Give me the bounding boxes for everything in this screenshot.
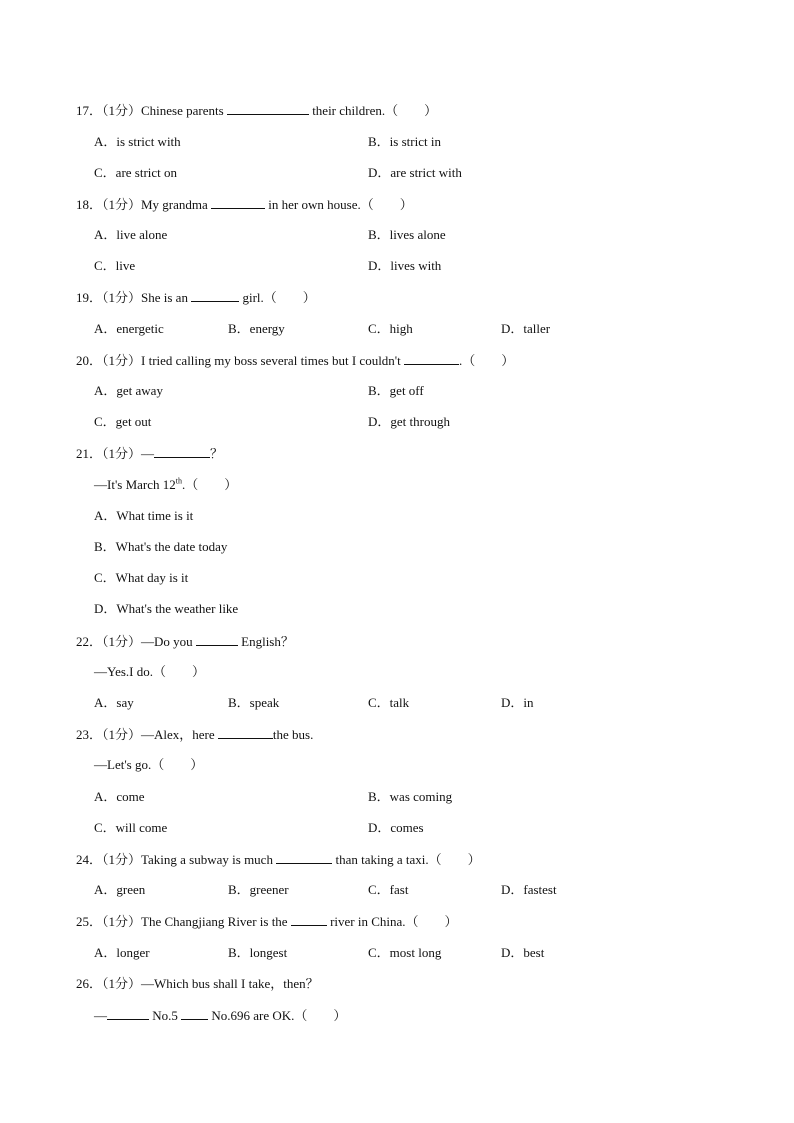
question-26-reply: — No.5 No.696 are OK.（ ）: [94, 1008, 347, 1023]
answer-blank: [181, 1007, 208, 1020]
answer-blank: [404, 352, 459, 365]
answer-blank: [191, 289, 239, 302]
question-24-option-c: C．fast: [368, 882, 409, 897]
question-20-stem: 20．（1分）I tried calling my boss several times but I couldn't .（ ）: [76, 353, 515, 368]
question-19-option-c: C．high: [368, 321, 413, 336]
question-18-option-d: D．lives with: [368, 258, 442, 273]
question-21-option-c: C．What day is it: [94, 570, 189, 585]
question-24-stem: 24．（1分）Taking a subway is much than taking a taxi.（ ）: [76, 852, 481, 867]
question-20-option-d: D．get through: [368, 414, 450, 429]
question-24-option-b: B．greener: [228, 882, 289, 897]
question-21-reply: —It's March 12th.（ ）: [94, 476, 238, 492]
question-22-stem: 22．（1分）—Do you English？: [76, 634, 294, 649]
question-19-option-b: B．energy: [228, 321, 285, 336]
question-22-option-a: A．say: [94, 695, 134, 710]
question-22-option-d: D．in: [501, 695, 534, 710]
question-22-option-b: B．speak: [228, 695, 280, 710]
question-21-option-d: D．What's the weather like: [94, 601, 239, 616]
question-17-option-a: A．is strict with: [94, 134, 181, 149]
question-20-option-c: C．get out: [94, 414, 152, 429]
question-20-option-b: B．get off: [368, 383, 424, 398]
question-21-option-b: B．What's the date today: [94, 539, 228, 554]
question-25-stem: 25．（1分）The Changjiang River is the river in China.（ ）: [76, 914, 458, 929]
question-24-option-d: D．fastest: [501, 882, 557, 897]
question-23-reply: —Let's go.（ ）: [94, 757, 204, 772]
question-23-option-a: A．come: [94, 789, 145, 804]
question-21-option-a: A．What time is it: [94, 508, 194, 523]
answer-blank: [276, 851, 332, 864]
question-25-option-c: C．most long: [368, 945, 442, 960]
question-19-stem: 19．（1分）She is an girl.（ ）: [76, 290, 316, 305]
question-17-option-c: C．are strict on: [94, 165, 178, 180]
answer-blank: [211, 196, 265, 209]
question-22-option-c: C．talk: [368, 695, 410, 710]
question-23-stem: 23．（1分）—Alex，here the bus.: [76, 727, 314, 742]
question-17-option-b: B．is strict in: [368, 134, 441, 149]
question-26-stem: 26．（1分）—Which bus shall I take，then？: [76, 976, 319, 991]
question-25-option-b: B．longest: [228, 945, 288, 960]
question-18-option-b: B．lives alone: [368, 227, 446, 242]
question-23-option-d: D．comes: [368, 820, 424, 835]
answer-blank: [291, 913, 327, 926]
question-25-option-d: D．best: [501, 945, 545, 960]
answer-blank: [227, 102, 309, 115]
question-19-option-d: D．taller: [501, 321, 551, 336]
question-21-stem: 21．（1分）— ？: [76, 446, 224, 461]
question-23-option-c: C．will come: [94, 820, 168, 835]
question-17-stem: 17．（1分）Chinese parents their children.（ ）: [76, 103, 438, 118]
answer-blank: [196, 633, 238, 646]
question-19-option-a: A．energetic: [94, 321, 164, 336]
question-17-option-d: D．are strict with: [368, 165, 462, 180]
question-18-stem: 18．（1分）My grandma in her own house.（ ）: [76, 197, 413, 212]
answer-blank: [154, 445, 210, 458]
question-18-option-a: A．live alone: [94, 227, 168, 242]
question-22-reply: —Yes.I do.（ ）: [94, 664, 205, 679]
question-23-option-b: B．was coming: [368, 789, 453, 804]
question-20-option-a: A．get away: [94, 383, 163, 398]
answer-blank: [218, 726, 273, 739]
question-25-option-a: A．longer: [94, 945, 150, 960]
question-18-option-c: C．live: [94, 258, 136, 273]
answer-blank: [107, 1007, 149, 1020]
question-24-option-a: A．green: [94, 882, 146, 897]
